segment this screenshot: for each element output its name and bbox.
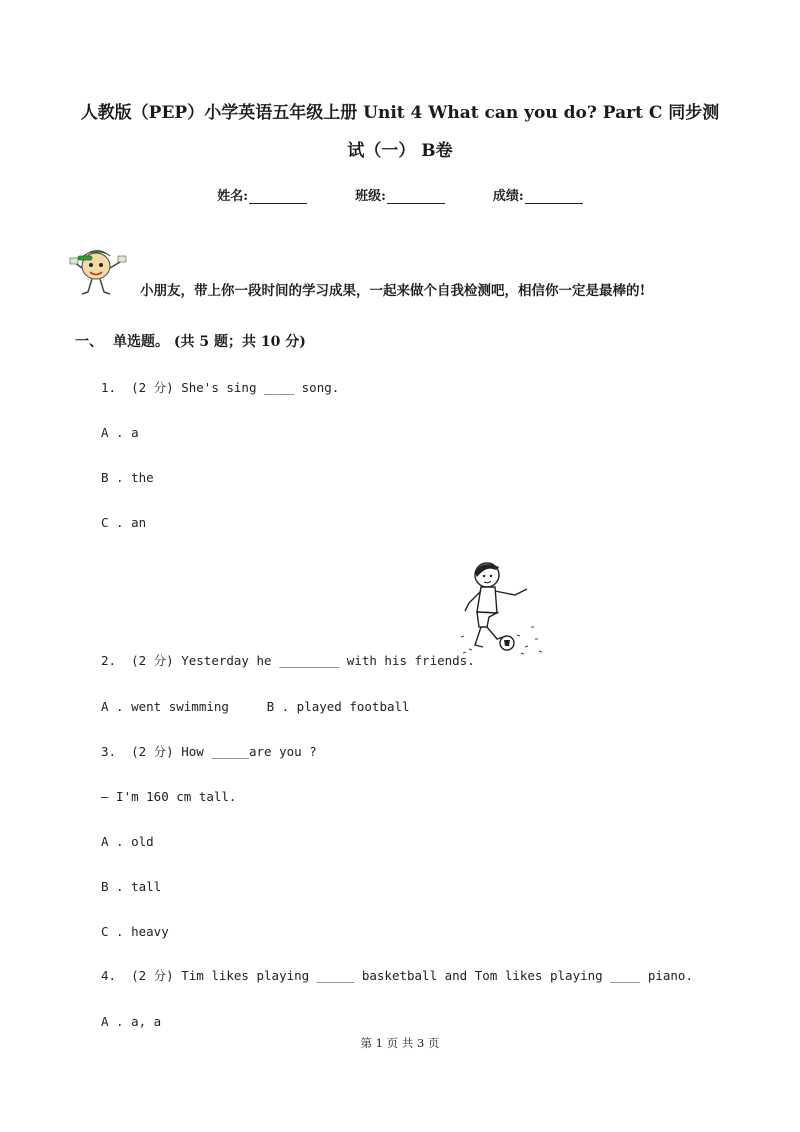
score-blank xyxy=(525,190,583,204)
question-3: 3. (2 分) How _____are you ? xyxy=(101,744,317,759)
title-line-2: 试（一） B卷 xyxy=(347,141,453,161)
name-blank xyxy=(249,190,307,204)
q4-option-a[interactable]: A . a, a xyxy=(101,1014,162,1029)
name-field xyxy=(217,185,307,204)
student-info xyxy=(0,185,800,204)
q3-option-c[interactable]: C . heavy xyxy=(101,924,169,939)
score-field xyxy=(493,185,583,204)
section-heading xyxy=(75,331,306,351)
question-2: 2. (2 分) Yesterday he ________ with his friends. xyxy=(101,653,475,668)
mascot-image xyxy=(66,240,130,300)
score-label: 成绩: xyxy=(492,189,524,204)
question-1: 1. (2 分) She's sing ____ song. xyxy=(101,380,340,395)
q2-options[interactable]: A . went swimming B . played football xyxy=(101,699,410,714)
q3-option-a[interactable]: A . old xyxy=(101,834,154,849)
title-line-1: 人教版（PEP）小学英语五年级上册 Unit 4 What can you do? Part C 同步测 xyxy=(80,103,720,123)
class-blank xyxy=(387,190,445,204)
q3-answer-line: — I'm 160 cm tall. xyxy=(101,789,237,804)
question-4: 4. (2 分) Tim likes playing _____ basketball and Tom likes playing ____ piano. xyxy=(101,968,693,983)
q1-option-a[interactable]: A . a xyxy=(101,425,139,440)
section-title: 单选题。 (共 5 题；共 10 分) xyxy=(113,334,306,350)
document-title xyxy=(60,94,740,170)
q1-option-c[interactable]: C . an xyxy=(101,515,147,530)
page-footer: 第 1 页 共 3 页 xyxy=(360,1036,440,1050)
class-field xyxy=(355,185,445,204)
section-number: 一、 xyxy=(75,334,103,350)
q1-option-b[interactable]: B . the xyxy=(101,470,154,485)
name-label: 姓名: xyxy=(217,189,249,204)
q3-option-b[interactable]: B . tall xyxy=(101,879,162,894)
intro-text: 小朋友，带上你一段时间的学习成果，一起来做个自我检测吧，相信你一定是最棒的! xyxy=(140,283,646,299)
class-label: 班级: xyxy=(355,189,386,204)
boy-playing-football-image xyxy=(455,557,555,662)
